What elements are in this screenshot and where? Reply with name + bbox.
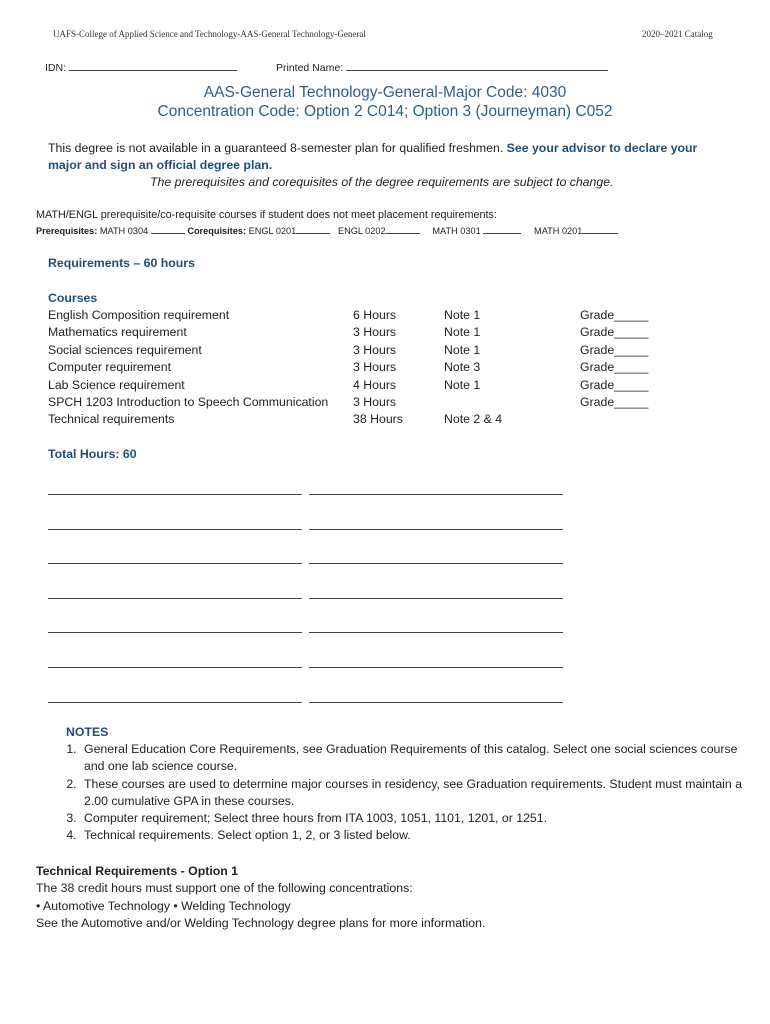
row-grade[interactable]: Grade_____ <box>580 342 649 357</box>
total-hours: Total Hours: 60 <box>48 447 137 461</box>
idn-label: IDN: <box>45 62 66 74</box>
technical-option1-heading: Technical Requirements - Option 1 <box>36 864 239 878</box>
blank-entry-line[interactable] <box>309 494 563 495</box>
row-note: Note 2 & 4 <box>444 412 503 427</box>
blank-entry-line[interactable] <box>48 494 302 495</box>
row-grade[interactable]: Grade_____ <box>580 308 649 322</box>
notes-list <box>44 741 760 845</box>
row-grade[interactable]: Grade_____ <box>580 325 649 340</box>
row-grade[interactable]: Grade_____ <box>580 360 649 375</box>
header-left: UAFS-College of Applied Science and Technology-AAS-General Technology-General <box>53 29 366 39</box>
blank-entry-line[interactable] <box>48 598 302 599</box>
printed-name-field[interactable] <box>276 60 608 74</box>
row-name: Social sciences requirement <box>48 342 202 357</box>
row-name: Computer requirement <box>48 360 172 375</box>
coreq-blank[interactable] <box>483 225 521 234</box>
page-title: AAS-General Technology-General-Major Code: 4030 <box>203 84 567 101</box>
coreq-blank[interactable] <box>582 225 618 234</box>
requirements-heading: Requirements – 60 hours <box>48 256 195 270</box>
technical-option1-line1: The 38 credit hours must support one of the following concentrations: <box>36 881 413 895</box>
advisor-text-2: major and sign an official degree plan. <box>48 158 273 172</box>
row-grade[interactable]: Grade_____ <box>580 377 649 392</box>
blank-entry-line[interactable] <box>309 563 563 564</box>
row-hours: 3 Hours <box>353 325 397 340</box>
placement-heading: MATH/ENGL prerequisite/co-requisite courses if student does not meet placement requirements: <box>36 209 497 221</box>
row-hours: 6 Hours <box>353 308 397 322</box>
coreq-course: MATH 0301 <box>432 226 481 236</box>
blank-entry-line[interactable] <box>309 529 563 530</box>
intro-text: This degree is not available in a guaranteed 8-semester plan for qualified freshmen. <box>48 141 504 155</box>
blank-entry-line[interactable] <box>48 667 302 668</box>
row-name: Mathematics requirement <box>48 325 187 340</box>
idn-field[interactable] <box>45 60 237 74</box>
printed-name-blank[interactable] <box>346 60 608 71</box>
blank-entry-line[interactable] <box>309 598 563 599</box>
courses-heading: Courses <box>48 291 98 305</box>
placement-courses <box>36 225 618 236</box>
idn-blank[interactable] <box>69 60 237 71</box>
blank-entry-line[interactable] <box>309 667 563 668</box>
printed-name-label: Printed Name: <box>276 62 344 74</box>
coreq-course: ENGL 0202 <box>337 226 386 236</box>
technical-option1-line2: • Automotive Technology • Welding Technology <box>36 899 291 913</box>
row-note: Note 1 <box>444 308 481 322</box>
technical-option1-line3: See the Automotive and/or Welding Technology degree plans for more information. <box>36 916 486 930</box>
advisor-text-1: See your advisor to declare your <box>506 141 698 155</box>
note-item: 2. These courses are used to determine major courses in residency, see Graduation requirements. Student must maintain a 2.00 cumulative GPA in these courses. <box>80 776 760 811</box>
coreq-label: Corequisites: <box>187 226 247 236</box>
coreq-blank[interactable] <box>296 225 330 234</box>
prereq-blank[interactable] <box>151 225 185 234</box>
row-hours: 3 Hours <box>353 360 397 375</box>
row-hours: 3 Hours <box>353 342 397 357</box>
row-name: English Composition requirement <box>48 308 230 322</box>
coreq-course: ENGL 0201 <box>248 226 297 236</box>
blank-entry-line[interactable] <box>48 529 302 530</box>
prereq-course: MATH 0304 <box>99 226 149 236</box>
row-hours: 38 Hours <box>353 412 403 427</box>
row-hours: 4 Hours <box>353 377 397 392</box>
blank-entry-line[interactable] <box>48 702 302 703</box>
row-name: SPCH 1203 Introduction to Speech Communication <box>48 395 329 409</box>
blank-entry-line[interactable] <box>309 702 563 703</box>
subject-to-change-note: The prerequisites and corequisites of the degree requirements are subject to change. <box>150 175 614 189</box>
row-note: Note 3 <box>444 360 481 375</box>
blank-entry-line[interactable] <box>48 563 302 564</box>
note-item: 4. Technical requirements. Select option 1, 2, or 3 listed below. <box>80 827 760 844</box>
row-grade[interactable]: Grade_____ <box>580 395 649 409</box>
row-name: Technical requirements <box>48 412 175 427</box>
intro-line1 <box>48 141 697 155</box>
prereq-label: Prerequisites: <box>36 226 98 236</box>
row-note: Note 1 <box>444 377 481 392</box>
coreq-blank[interactable] <box>386 225 420 234</box>
coreq-course: MATH 0201 <box>534 226 583 236</box>
page-subtitle: Concentration Code: Option 2 C014; Option 3 (Journeyman) C052 <box>157 103 613 120</box>
row-note: Note 1 <box>444 342 481 357</box>
row-hours: 3 Hours <box>353 395 397 409</box>
blank-entry-line[interactable] <box>309 632 563 633</box>
row-note: Note 1 <box>444 325 481 340</box>
note-item: 1. General Education Core Requirements, see Graduation Requirements of this catalog. Select one social sciences course and one lab science course. <box>80 741 760 776</box>
row-name: Lab Science requirement <box>48 377 185 392</box>
header-right: 2020–2021 Catalog <box>642 29 713 39</box>
notes-heading: NOTES <box>66 725 109 739</box>
note-item: 3. Computer requirement; Select three hours from ITA 1003, 1051, 1101, 1201, or 1251. <box>80 810 760 827</box>
blank-entry-line[interactable] <box>48 632 302 633</box>
